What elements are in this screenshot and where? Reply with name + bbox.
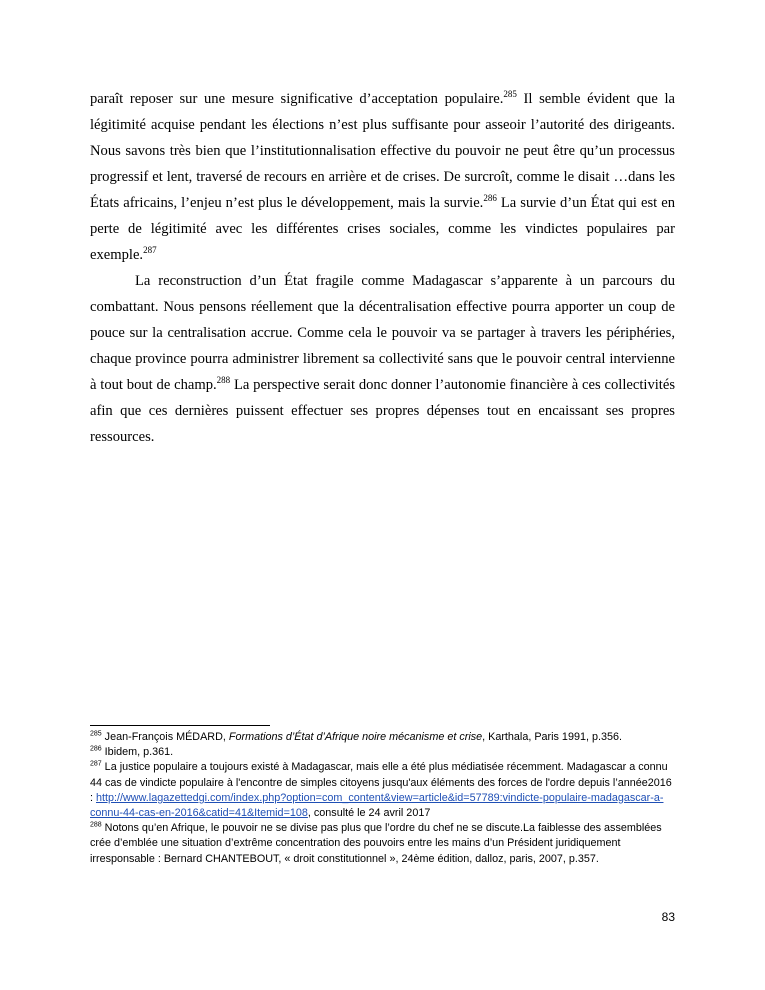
- paragraph-1-text-a: paraît reposer sur une mesure significative d’acceptation populaire.: [90, 91, 504, 107]
- page-number: 83: [661, 910, 675, 924]
- footnote-ref-285[interactable]: 285: [503, 89, 517, 100]
- paragraph-1-text-c: La survie d’un État qui est en perte de légitimité avec les différentes crises sociales, comme les vindictes populaires par exemple.: [90, 195, 676, 263]
- footnote-number: 285: [90, 730, 102, 738]
- footnote-285: [90, 730, 675, 745]
- footnote-text: , Karthala, Paris 1991, p.356.: [482, 731, 622, 743]
- footnote-separator: [90, 725, 270, 726]
- footnote-288: [90, 821, 675, 867]
- footnotes: [90, 730, 675, 867]
- paragraph-2-text-b: La perspective serait donc donner l’autonomie financière à ces collectivités afin que ces dernières puissent effectuer ses propres dépenses tout en encaissant ses propres ressources.: [90, 377, 676, 445]
- footnote-text: , consulté le 24 avril 2017: [307, 807, 431, 820]
- paragraph-1-text-b: Il semble évident que la légitimité acquise pendant les élections n’est plus suffisante pour asseoir l’autorité des dirigeants. Nous savons très bien que l’institutionnalisation effective du pouvoir ne peut être qu’un processus progressif et lent, traversé de recours en arrière et de crises. De surcroît, comme le disait …dans les États africains, l’enjeu n’est plus le développement, mais la survie.: [90, 91, 675, 211]
- body-text: [90, 86, 675, 450]
- footnote-ref-288[interactable]: 288: [216, 375, 231, 386]
- footnote-text: Notons qu’en Afrique, le pouvoir ne se divise pas plus que l’ordre du chef ne se discute.La faiblesse des assemblées crée d’emblée une situation d’extrême concentration des pouvoirs entre les mains d’un Président juridiquement irresponsable : Bernard CHANTEBOUT, « droit constitutionnel », 24ème édition, dalloz, paris, 2007, p.357.: [90, 822, 662, 865]
- footnote-text: Ibidem, p.361.: [101, 746, 174, 759]
- footnote-286: [90, 745, 675, 760]
- footnote-287: [90, 760, 675, 821]
- footnote-book-title: Formations d’État d’Afrique noire mécanisme et crise: [228, 731, 483, 743]
- footnote-ref-287[interactable]: 287: [143, 245, 157, 256]
- footnote-number: 286: [90, 745, 102, 753]
- paragraph-2-text-a: La reconstruction d’un État fragile comme Madagascar s’apparente à un parcours du combattant. Nous pensons réellement que la décentralisation effective pourra apporter un coup de pouce sur la centralisation accrue. Comme cela le pouvoir va se partager à travers les périphéries, chaque province pourra administrer librement sa collectivité sans que le pouvoir central intervienne à tout bout de champ.: [90, 273, 675, 393]
- footnote-number: 288: [90, 821, 102, 829]
- paragraph-2: [90, 268, 675, 450]
- footnote-source-link[interactable]: http://www.lagazettedgi.com/index.php?option=com_content&view=article&id=57789:vindicte-populaire-madagascar-a-connu-44-cas-en-2016&catid=41&Itemid=108: [90, 791, 664, 820]
- footnote-ref-286[interactable]: 286: [483, 193, 497, 204]
- footnote-text: La justice populaire a toujours existé à Madagascar, mais elle a été plus médiatisée récemment. Madagascar a connu 44 cas de vindicte populaire à l'encontre de simples citoyens jusqu'aux éléments des forces de l'ordre depuis l’année2016 :: [90, 761, 672, 804]
- paragraph-1: [90, 86, 675, 268]
- footnote-number: 287: [90, 760, 102, 768]
- footnote-text: Jean-François MÉDARD,: [101, 731, 229, 743]
